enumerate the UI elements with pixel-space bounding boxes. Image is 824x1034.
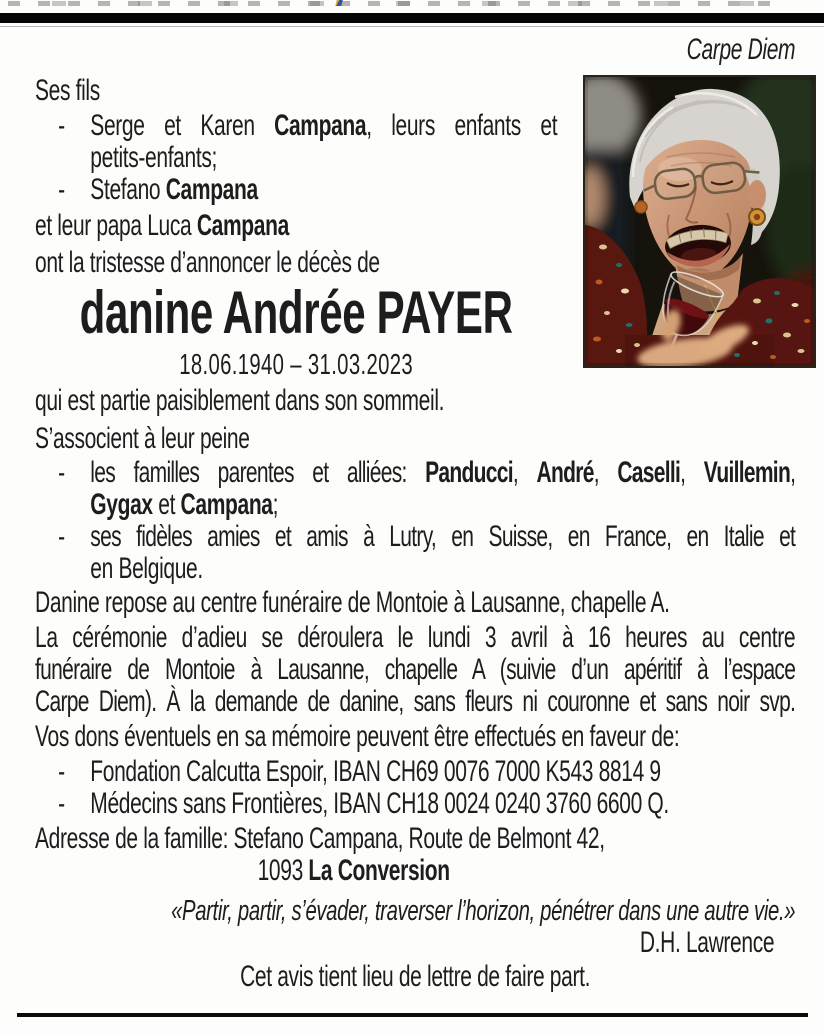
- address-line: 1093 La Conversion: [257, 854, 450, 887]
- ceremony-line: funéraire de Montoie à Lausanne, chapelle A (suivie d’un apéritif à l’espace: [35, 653, 796, 686]
- condolence-intro: S’associent à leur peine: [35, 422, 250, 455]
- dash-marker: -: [58, 520, 65, 553]
- ceremony-line: La cérémonie d’adieu se déroulera le lundi 3 avril à 16 heures au centre: [35, 621, 796, 654]
- donations-intro: Vos dons éventuels en sa mémoire peuvent être effectués en faveur de:: [35, 720, 680, 753]
- list-item: [58, 456, 796, 521]
- memorial-quote: «Partir, partir, s’évader, traverser l’horizon, pénétrer dans une autre vie.»: [171, 895, 796, 927]
- mourners-line: les familles parentes et alliées: Panducci, André, Caselli, Vuillemin,: [90, 456, 796, 489]
- dash-marker: -: [58, 173, 65, 206]
- address-line: Adresse de la famille: Stefano Campana, Route de Belmont 42,: [35, 822, 605, 855]
- list-item: [58, 173, 557, 206]
- funeral-home-motto: Carpe Diem: [686, 33, 796, 66]
- donation-line: Fondation Calcutta Espoir, IBAN CH69 0076 7000 K543 8814 9: [90, 755, 661, 788]
- deceased-name: danine Andrée PAYER: [79, 279, 513, 346]
- closing-line: Cet avis tient lieu de lettre de faire part.: [240, 960, 591, 993]
- father-line: et leur papa Luca Campana: [35, 209, 289, 242]
- list-item: [58, 520, 796, 585]
- intro-line: Ses fils: [35, 74, 100, 107]
- ear: [748, 180, 766, 210]
- announcement-line: ont la tristesse d’annoncer le décès de: [35, 246, 380, 279]
- dash-marker: -: [58, 755, 65, 788]
- ceremony-line: Carpe Diem). À la demande de danine, sans fleurs ni couronne et sans noir svp.: [35, 685, 796, 718]
- mourners-list: [35, 457, 795, 585]
- list-item: [58, 755, 795, 788]
- portrait-illustration: [585, 77, 814, 366]
- dash-marker: -: [58, 787, 65, 820]
- dash-marker: -: [58, 109, 65, 142]
- son-entry-line: petits-enfants;: [90, 141, 217, 174]
- ceremony-paragraph: [35, 622, 795, 718]
- family-address: [35, 823, 795, 887]
- son-entry-line: Serge et Karen Campana, leurs enfants et: [90, 109, 558, 142]
- repose-line: Danine repose au centre funéraire de Montoie à Lausanne, chapelle A.: [35, 586, 670, 619]
- bottom-divider-rule: [17, 1013, 808, 1017]
- list-item: [58, 787, 795, 820]
- gold-earring-center: [754, 214, 760, 220]
- mourners-line: ses fidèles amies et amis à Lutry, en Suisse, en France, en Italie et: [90, 520, 796, 553]
- portrait-photo: [583, 75, 816, 368]
- mourners-line: Gygax et Campana;: [90, 488, 279, 521]
- passing-line: qui est partie paisiblement dans son sommeil.: [35, 384, 445, 417]
- dash-marker: -: [58, 456, 65, 489]
- son-entry-line: Stefano Campana: [90, 173, 258, 206]
- quote-author: D.H. Lawrence: [639, 926, 775, 959]
- mourners-line: en Belgique.: [90, 552, 203, 585]
- life-dates: 18.06.1940 – 31.03.2023: [179, 349, 414, 381]
- sons-list: [35, 110, 557, 206]
- list-item: [58, 109, 558, 174]
- donation-line: Médecins sans Frontières, IBAN CH18 0024 0240 3760 6600 Q.: [90, 787, 669, 820]
- gold-earring-left: [635, 201, 647, 213]
- donations-list: [35, 756, 795, 820]
